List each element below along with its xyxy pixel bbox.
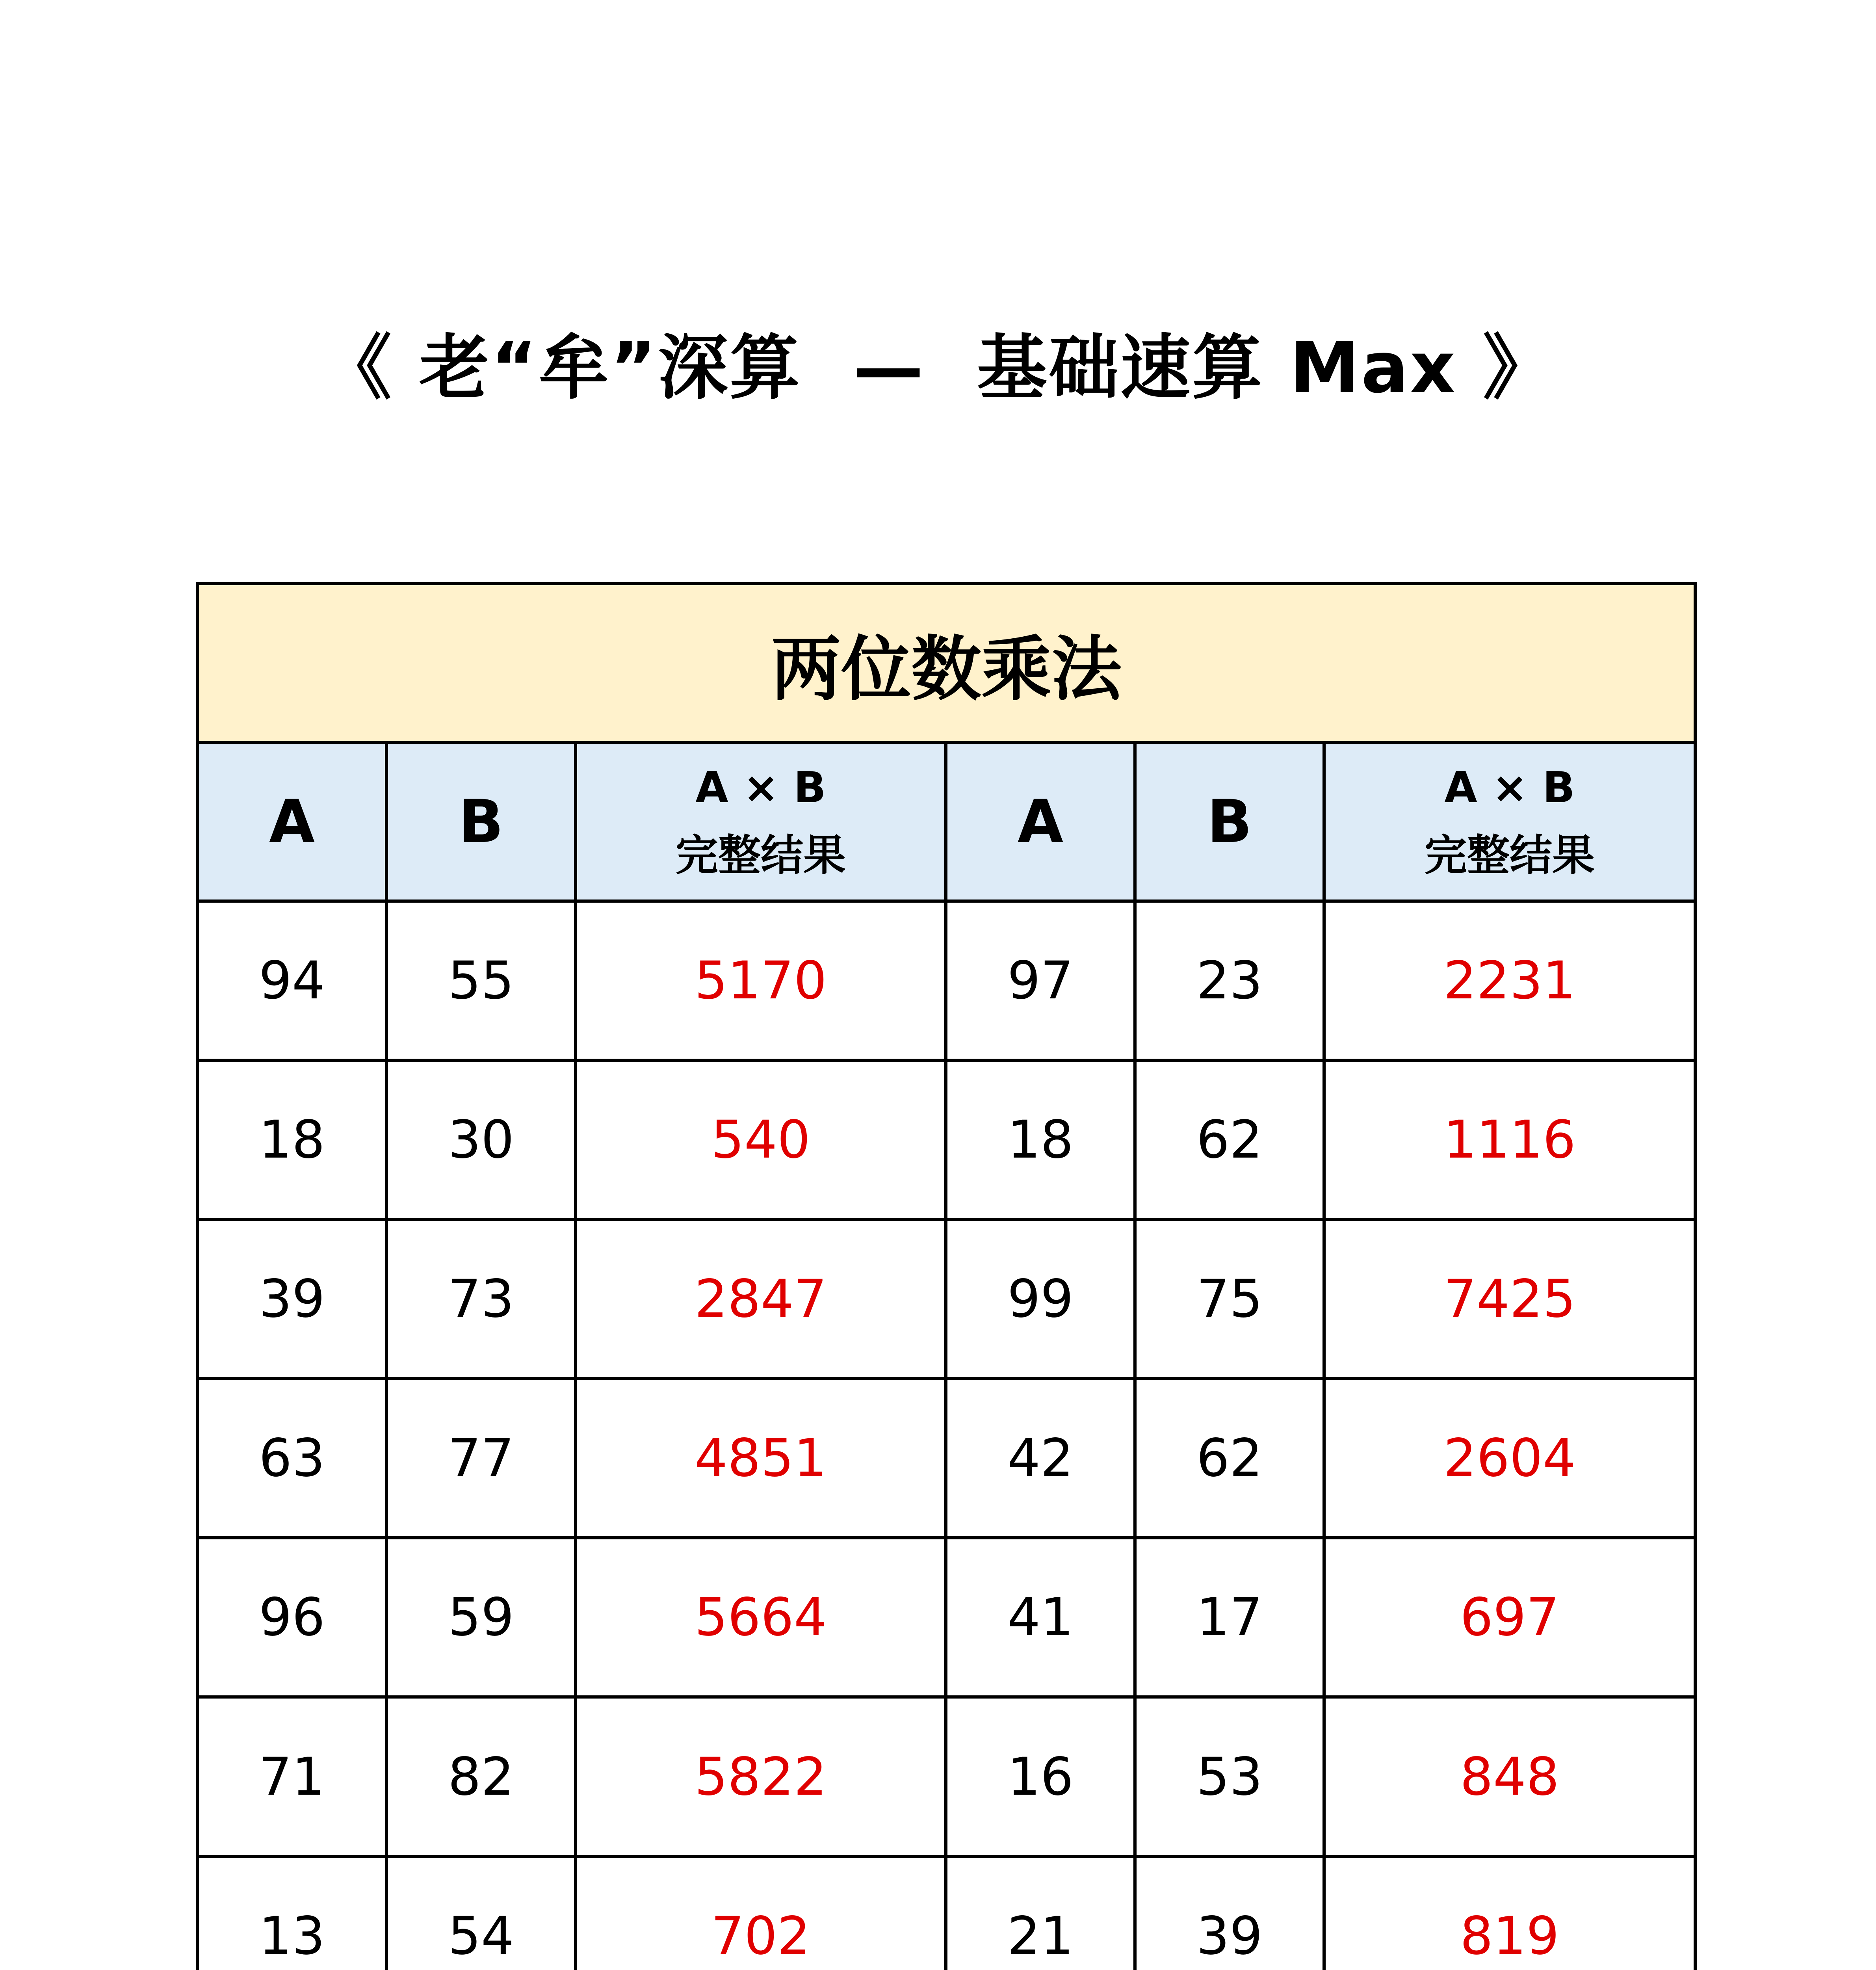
- cell-a-left: 94: [197, 901, 386, 1060]
- column-header-b-left: B: [386, 742, 576, 901]
- table-row: [197, 1857, 1695, 1970]
- cell-b-left: 54: [386, 1857, 576, 1970]
- cell-b-right: 17: [1135, 1538, 1324, 1697]
- cell-result-left: 5664: [576, 1538, 946, 1697]
- column-header-product-desc: 完整结果: [675, 831, 846, 880]
- cell-b-right: 39: [1135, 1857, 1324, 1970]
- cell-result-right: 848: [1324, 1697, 1695, 1856]
- cell-b-right: 53: [1135, 1697, 1324, 1856]
- cell-result-left: 4851: [576, 1379, 946, 1538]
- cell-b-left: 73: [386, 1219, 576, 1379]
- page-title: 《 老“牟”深算 — 基础速算 Max 》: [321, 327, 1555, 409]
- cell-a-right: 16: [946, 1697, 1135, 1856]
- column-header-product-right: [1324, 742, 1695, 901]
- column-header-b-right: B: [1135, 742, 1324, 901]
- cell-result-right: 697: [1324, 1538, 1695, 1697]
- table-row: [197, 901, 1695, 1060]
- cell-a-right: 21: [946, 1857, 1135, 1970]
- cell-a-left: 13: [197, 1857, 386, 1970]
- cell-b-right: 62: [1135, 1379, 1324, 1538]
- cell-a-left: 39: [197, 1219, 386, 1379]
- cell-a-left: 71: [197, 1697, 386, 1856]
- cell-result-left: 2847: [576, 1219, 946, 1379]
- cell-b-right: 62: [1135, 1060, 1324, 1219]
- cell-result-right: 7425: [1324, 1219, 1695, 1379]
- cell-a-left: 63: [197, 1379, 386, 1538]
- column-header-product-desc: 完整结果: [1425, 831, 1595, 880]
- table-caption: 两位数乘法: [197, 584, 1695, 742]
- column-header-row: [197, 742, 1695, 901]
- cell-result-left: 5822: [576, 1697, 946, 1856]
- cell-a-left: 18: [197, 1060, 386, 1219]
- cell-a-right: 97: [946, 901, 1135, 1060]
- cell-result-left: 702: [576, 1857, 946, 1970]
- cell-a-left: 96: [197, 1538, 386, 1697]
- cell-result-right: 2231: [1324, 901, 1695, 1060]
- column-header-a-right: A: [946, 742, 1135, 901]
- cell-b-left: 30: [386, 1060, 576, 1219]
- column-header-a-left: A: [197, 742, 386, 901]
- table-row: [197, 1219, 1695, 1379]
- cell-b-left: 59: [386, 1538, 576, 1697]
- multiplication-table: [196, 582, 1697, 1970]
- cell-result-right: 1116: [1324, 1060, 1695, 1219]
- cell-a-right: 42: [946, 1379, 1135, 1538]
- cell-a-right: 99: [946, 1219, 1135, 1379]
- column-header-product-formula: A × B: [695, 763, 826, 812]
- cell-b-left: 77: [386, 1379, 576, 1538]
- cell-a-right: 18: [946, 1060, 1135, 1219]
- cell-result-right: 819: [1324, 1857, 1695, 1970]
- cell-b-left: 82: [386, 1697, 576, 1856]
- table-row: [197, 1538, 1695, 1697]
- cell-b-left: 55: [386, 901, 576, 1060]
- table-row: [197, 1697, 1695, 1856]
- cell-result-right: 2604: [1324, 1379, 1695, 1538]
- cell-b-right: 23: [1135, 901, 1324, 1060]
- table-row: [197, 1379, 1695, 1538]
- cell-a-right: 41: [946, 1538, 1135, 1697]
- column-header-product-left: [576, 742, 946, 901]
- cell-result-left: 5170: [576, 901, 946, 1060]
- cell-b-right: 75: [1135, 1219, 1324, 1379]
- column-header-product-formula: A × B: [1444, 763, 1575, 812]
- table-row: [197, 1060, 1695, 1219]
- cell-result-left: 540: [576, 1060, 946, 1219]
